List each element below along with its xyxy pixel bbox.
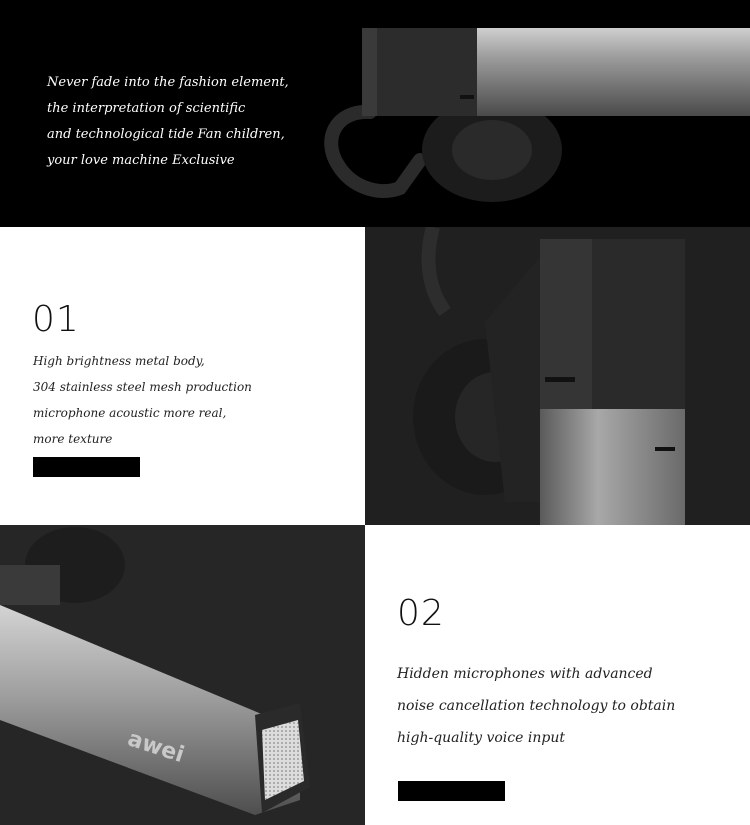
feature-02-section xyxy=(365,525,750,825)
feature-line: more texture xyxy=(33,432,113,446)
hero-line: the interpretation of scientific xyxy=(47,101,246,116)
feature-line: microphone acoustic more real, xyxy=(33,406,227,420)
feature-line: Hidden microphones with advanced xyxy=(397,666,653,682)
earbud-front-illustration xyxy=(365,227,750,525)
brand-logo-mark: awei xyxy=(124,726,188,769)
feature-description xyxy=(33,348,252,452)
hero-line: Never fade into the fashion element, xyxy=(47,75,289,90)
earbud-closeup-photo xyxy=(365,227,750,525)
hero-tagline xyxy=(47,70,289,174)
feature-description xyxy=(397,658,675,754)
feature-number: 02 xyxy=(397,593,445,634)
hero-line: and technological tide Fan children, xyxy=(47,127,285,142)
feature-line: noise cancellation technology to obtain xyxy=(397,698,676,714)
hero-section xyxy=(0,0,750,227)
hero-line: your love machine Exclusive xyxy=(47,153,235,168)
microphone-closeup-photo xyxy=(0,525,365,825)
microphone-end-illustration xyxy=(0,525,365,825)
decorative-bar xyxy=(398,781,505,801)
feature-01-section xyxy=(0,227,365,525)
feature-line: High brightness metal body, xyxy=(33,354,205,368)
feature-line: high-quality voice input xyxy=(397,730,565,746)
feature-line: 304 stainless steel mesh production xyxy=(33,380,252,394)
feature-number: 01 xyxy=(32,299,80,340)
decorative-bar xyxy=(33,457,140,477)
